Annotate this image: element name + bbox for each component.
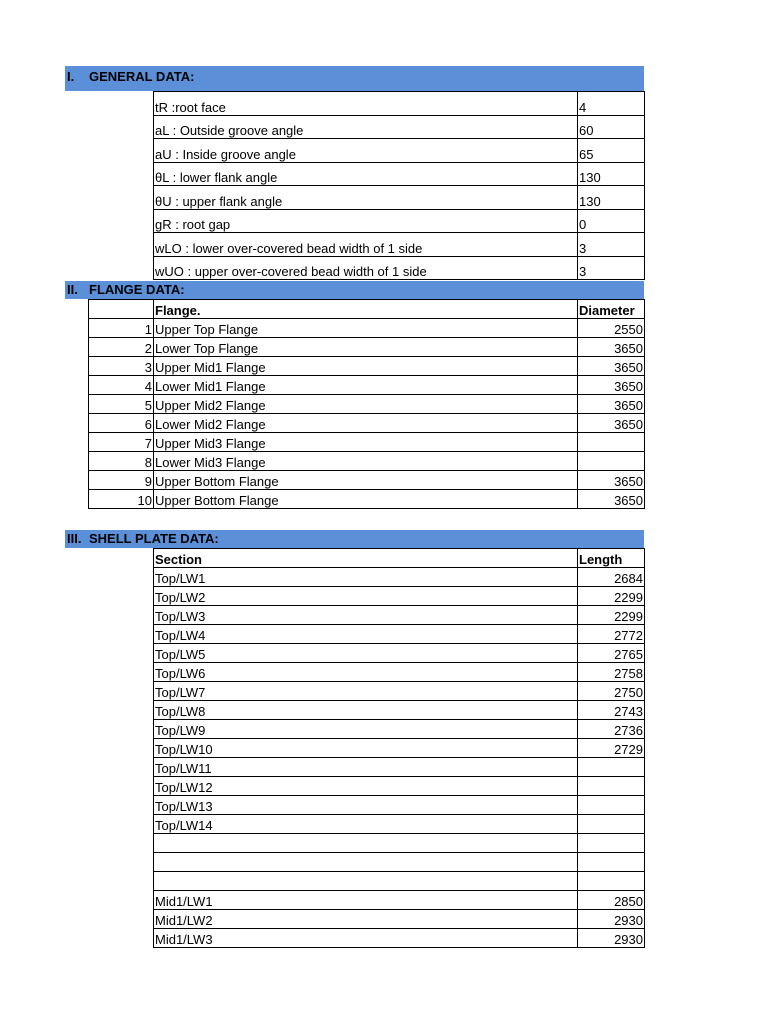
- table-row: [154, 796, 645, 815]
- section-name: Top/LW3: [154, 606, 578, 625]
- section-title: GENERAL DATA:: [89, 69, 195, 84]
- section-length: 2758: [578, 663, 645, 682]
- parameter-value: 3: [578, 233, 645, 257]
- general-data-table: [153, 91, 645, 280]
- table-row: [154, 929, 645, 948]
- section-length: [578, 872, 645, 891]
- parameter-label: aU : Inside groove angle: [154, 139, 578, 163]
- section-name: Top/LW10: [154, 739, 578, 758]
- section-length: 2684: [578, 568, 645, 587]
- table-row: [154, 625, 645, 644]
- parameter-label: tR :root face: [154, 92, 578, 116]
- column-header-flange: Flange.: [154, 300, 578, 319]
- section-length: 2930: [578, 910, 645, 929]
- table-row: [154, 256, 645, 280]
- section-length: 2299: [578, 606, 645, 625]
- parameter-label: θL : lower flank angle: [154, 162, 578, 186]
- table-row: [154, 209, 645, 233]
- flange-name: Lower Mid2 Flange: [154, 414, 578, 433]
- row-number: 4: [89, 376, 154, 395]
- section-length: 2729: [578, 739, 645, 758]
- flange-diameter: 3650: [578, 357, 645, 376]
- flange-name: Lower Top Flange: [154, 338, 578, 357]
- section-length: [578, 777, 645, 796]
- flange-name: Upper Mid3 Flange: [154, 433, 578, 452]
- flange-data-table: [88, 299, 645, 509]
- table-row: [154, 853, 645, 872]
- row-number: 3: [89, 357, 154, 376]
- section-name: Top/LW8: [154, 701, 578, 720]
- parameter-label: aL : Outside groove angle: [154, 115, 578, 139]
- parameter-value: 0: [578, 209, 645, 233]
- parameter-label: gR : root gap: [154, 209, 578, 233]
- parameter-value: 60: [578, 115, 645, 139]
- table-row: [154, 777, 645, 796]
- flange-name: Upper Mid1 Flange: [154, 357, 578, 376]
- table-row: [154, 568, 645, 587]
- table-row: [154, 701, 645, 720]
- row-number: 10: [89, 490, 154, 509]
- table-row: [89, 452, 645, 471]
- section-name: [154, 853, 578, 872]
- column-header-diameter: Diameter: [578, 300, 645, 319]
- table-row: [154, 720, 645, 739]
- section-number: III.: [67, 531, 82, 546]
- table-row: [89, 357, 645, 376]
- flange-diameter: 3650: [578, 376, 645, 395]
- section-title: SHELL PLATE DATA:: [89, 531, 219, 546]
- table-row: [154, 644, 645, 663]
- table-row: [154, 739, 645, 758]
- section-length: [578, 815, 645, 834]
- flange-diameter: 3650: [578, 490, 645, 509]
- section-number: I.: [67, 69, 75, 84]
- table-row: [89, 319, 645, 338]
- section-length: [578, 796, 645, 815]
- flange-diameter: 3650: [578, 414, 645, 433]
- table-row: [154, 92, 645, 116]
- flange-diameter: 2550: [578, 319, 645, 338]
- table-row: [154, 663, 645, 682]
- section-length: 2736: [578, 720, 645, 739]
- column-header-length: Length: [578, 549, 645, 568]
- parameter-value: 3: [578, 256, 645, 280]
- shell-plate-data-header: [65, 530, 644, 548]
- parameter-value: 130: [578, 162, 645, 186]
- section-name: Top/LW13: [154, 796, 578, 815]
- flange-data-header: [65, 281, 644, 299]
- parameter-value: 130: [578, 186, 645, 210]
- row-number: 1: [89, 319, 154, 338]
- section-name: Top/LW5: [154, 644, 578, 663]
- flange-name: Upper Top Flange: [154, 319, 578, 338]
- section-name: Top/LW12: [154, 777, 578, 796]
- section-length: [578, 834, 645, 853]
- table-header-row: [154, 549, 645, 568]
- table-row: [89, 490, 645, 509]
- section-length: 2299: [578, 587, 645, 606]
- section-number: II.: [67, 282, 78, 297]
- section-name: [154, 872, 578, 891]
- row-number: 6: [89, 414, 154, 433]
- flange-diameter: [578, 452, 645, 471]
- section-length: 2772: [578, 625, 645, 644]
- row-number: 9: [89, 471, 154, 490]
- table-row: [89, 414, 645, 433]
- section-length: 2930: [578, 929, 645, 948]
- row-number: 5: [89, 395, 154, 414]
- flange-diameter: 3650: [578, 395, 645, 414]
- section-length: [578, 853, 645, 872]
- row-number: 2: [89, 338, 154, 357]
- flange-name: Lower Mid1 Flange: [154, 376, 578, 395]
- shell-plate-data-table: [153, 548, 645, 948]
- table-row: [154, 139, 645, 163]
- row-number-cell: [89, 300, 154, 319]
- parameter-label: wLO : lower over-covered bead width of 1 side: [154, 233, 578, 257]
- section-name: Top/LW9: [154, 720, 578, 739]
- table-row: [154, 682, 645, 701]
- table-row: [89, 433, 645, 452]
- table-header-row: [89, 300, 645, 319]
- table-row: [154, 834, 645, 853]
- table-row: [154, 186, 645, 210]
- table-row: [154, 587, 645, 606]
- flange-name: Upper Mid2 Flange: [154, 395, 578, 414]
- general-data-header: [65, 66, 644, 91]
- column-header-section: Section: [154, 549, 578, 568]
- table-row: [89, 471, 645, 490]
- table-row: [154, 891, 645, 910]
- section-name: Mid1/LW3: [154, 929, 578, 948]
- section-name: [154, 834, 578, 853]
- flange-name: Upper Bottom Flange: [154, 471, 578, 490]
- flange-diameter: [578, 433, 645, 452]
- flange-name: Upper Bottom Flange: [154, 490, 578, 509]
- section-name: Top/LW11: [154, 758, 578, 777]
- table-row: [89, 338, 645, 357]
- parameter-value: 4: [578, 92, 645, 116]
- table-row: [154, 115, 645, 139]
- section-name: Top/LW6: [154, 663, 578, 682]
- section-length: 2743: [578, 701, 645, 720]
- section-name: Top/LW2: [154, 587, 578, 606]
- section-name: Mid1/LW1: [154, 891, 578, 910]
- section-length: 2765: [578, 644, 645, 663]
- table-row: [154, 815, 645, 834]
- section-length: 2750: [578, 682, 645, 701]
- row-number: 8: [89, 452, 154, 471]
- flange-name: Lower Mid3 Flange: [154, 452, 578, 471]
- table-row: [89, 395, 645, 414]
- table-row: [154, 606, 645, 625]
- flange-diameter: 3650: [578, 338, 645, 357]
- table-row: [154, 758, 645, 777]
- section-name: Top/LW4: [154, 625, 578, 644]
- table-row: [154, 233, 645, 257]
- row-number: 7: [89, 433, 154, 452]
- parameter-label: wUO : upper over-covered bead width of 1 side: [154, 256, 578, 280]
- section-name: Mid1/LW2: [154, 910, 578, 929]
- flange-diameter: 3650: [578, 471, 645, 490]
- section-name: Top/LW1: [154, 568, 578, 587]
- parameter-label: θU : upper flank angle: [154, 186, 578, 210]
- section-name: Top/LW7: [154, 682, 578, 701]
- section-length: 2850: [578, 891, 645, 910]
- section-length: [578, 758, 645, 777]
- section-title: FLANGE DATA:: [89, 282, 185, 297]
- table-row: [89, 376, 645, 395]
- section-name: Top/LW14: [154, 815, 578, 834]
- table-row: [154, 872, 645, 891]
- parameter-value: 65: [578, 139, 645, 163]
- table-row: [154, 162, 645, 186]
- table-row: [154, 910, 645, 929]
